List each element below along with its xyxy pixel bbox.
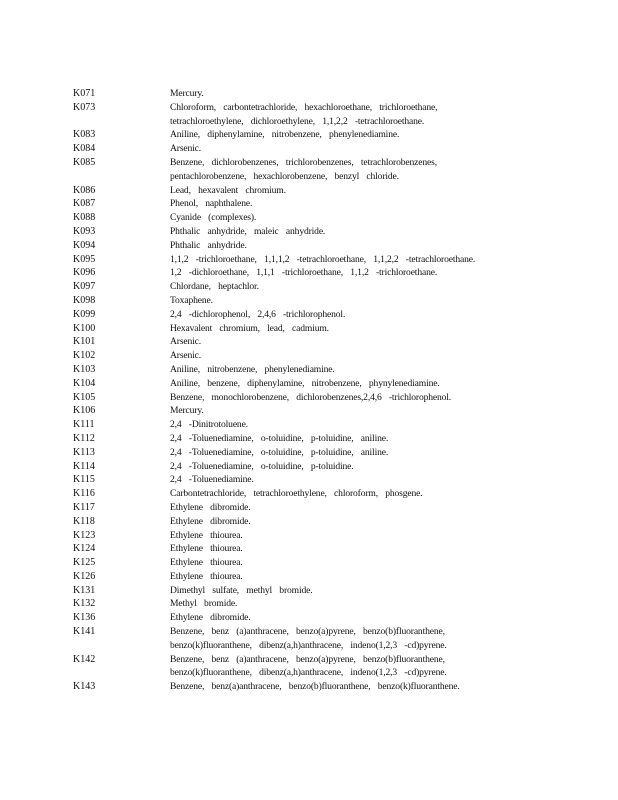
- hazardous-constituents: [170, 446, 593, 460]
- waste-code: K104: [73, 377, 96, 389]
- table-row: [73, 515, 593, 529]
- hazardous-constituents: [170, 225, 593, 239]
- hazardous-constituents: [170, 87, 593, 101]
- hazardous-constituents: [170, 611, 593, 625]
- table-row: [73, 184, 593, 198]
- hazardous-constituents: [170, 142, 593, 156]
- waste-code: K073: [73, 101, 96, 113]
- waste-code: K083: [73, 129, 96, 141]
- constituent-line: 2,4 -Dinitrotoluene.: [170, 419, 248, 431]
- table-row: [73, 501, 593, 515]
- waste-code: K097: [73, 281, 96, 293]
- table-row: [73, 625, 593, 653]
- hazardous-constituents: [170, 156, 593, 184]
- table-row: [73, 377, 593, 391]
- table-row: [73, 529, 593, 543]
- waste-code: K117: [73, 501, 95, 513]
- waste-code: K111: [73, 419, 95, 431]
- waste-code: K116: [73, 488, 95, 500]
- waste-code: K142: [73, 653, 96, 665]
- waste-code: K113: [73, 446, 95, 458]
- waste-code: K118: [73, 515, 95, 527]
- table-row: [73, 197, 593, 211]
- waste-code: K136: [73, 612, 96, 624]
- waste-code: K102: [73, 350, 96, 362]
- table-row: [73, 87, 593, 101]
- constituent-line: Mercury.: [170, 405, 204, 417]
- hazardous-constituents: [170, 349, 593, 363]
- table-row: [73, 487, 593, 501]
- hazardous-constituents: [170, 556, 593, 570]
- constituent-line: Cyanide (complexes).: [170, 212, 257, 224]
- waste-code: K106: [73, 405, 96, 417]
- constituent-line: 2,4 -Toluenediamine, o-toluidine, p-toluidine, aniline.: [170, 446, 389, 458]
- constituent-line: 2,4 -dichlorophenol, 2,4,6 -trichlorophenol.: [170, 308, 346, 320]
- hazardous-constituents: [170, 377, 593, 391]
- hazardous-constituents: [170, 501, 593, 515]
- table-row: [73, 253, 593, 267]
- waste-code: K132: [73, 598, 96, 610]
- constituent-line: Methyl bromide.: [170, 598, 238, 610]
- hazardous-constituents: [170, 570, 593, 584]
- table-row: [73, 680, 593, 694]
- hazardous-constituents: [170, 653, 593, 681]
- constituent-line: Benzene, benz(a)anthracene, benzo(b)fluoranthene, benzo(k)fluoranthene.: [170, 681, 460, 693]
- hazardous-constituents: [170, 625, 593, 653]
- waste-code: K114: [73, 460, 95, 472]
- hazardous-constituents: [170, 253, 593, 267]
- table-row: [73, 446, 593, 460]
- waste-code: K085: [73, 156, 96, 168]
- waste-code: K096: [73, 267, 96, 279]
- waste-code: K087: [73, 198, 96, 210]
- hazardous-constituents: [170, 280, 593, 294]
- constituent-line: Aniline, nitrobenzene, phenylenediamine.: [170, 363, 335, 375]
- table-row: [73, 556, 593, 570]
- waste-code: K103: [73, 363, 96, 375]
- hazardous-constituents: [170, 211, 593, 225]
- constituent-line: Ethylene thiourea.: [170, 570, 243, 582]
- hazardous-constituents: [170, 101, 593, 129]
- hazardous-constituents: [170, 335, 593, 349]
- table-row: [73, 308, 593, 322]
- waste-code: K105: [73, 391, 96, 403]
- constituent-line: Ethylene thiourea.: [170, 543, 243, 555]
- table-row: [73, 391, 593, 405]
- table-row: [73, 128, 593, 142]
- table-row: [73, 101, 593, 129]
- constituent-line: Aniline, diphenylamine, nitrobenzene, phenylenediamine.: [170, 129, 400, 141]
- waste-code: K124: [73, 543, 96, 555]
- hazardous-constituents: [170, 597, 593, 611]
- hazardous-constituents: [170, 322, 593, 336]
- constituent-line: Lead, hexavalent chromium.: [170, 184, 286, 196]
- table-row: [73, 584, 593, 598]
- constituent-line: tetrachloroethylene, dichloroethylene, 1,1,2,2 -tetrachloroethane.: [170, 115, 425, 127]
- constituent-line: Dimethyl sulfate, methyl bromide.: [170, 584, 313, 596]
- constituent-line: Ethylene dibromide.: [170, 612, 251, 624]
- hazardous-constituents: [170, 197, 593, 211]
- constituent-line: benzo(k)fluoranthene, dibenz(a,h)anthracene, indeno(1,2,3 -cd)pyrene.: [170, 667, 447, 679]
- table-row: [73, 418, 593, 432]
- constituent-line: Benzene, monochlorobenzene, dichlorobenzenes,2,4,6 -trichlorophenol.: [170, 391, 452, 403]
- constituent-line: Arsenic.: [170, 143, 202, 155]
- waste-code: K071: [73, 88, 96, 99]
- waste-code-table: [73, 87, 593, 694]
- hazardous-constituents: [170, 460, 593, 474]
- waste-code: K126: [73, 570, 96, 582]
- constituent-line: Ethylene thiourea.: [170, 557, 243, 569]
- constituent-line: Mercury.: [170, 88, 204, 99]
- table-row: [73, 294, 593, 308]
- hazardous-constituents: [170, 391, 593, 405]
- hazardous-constituents: [170, 515, 593, 529]
- hazardous-constituents: [170, 542, 593, 556]
- table-row: [73, 225, 593, 239]
- waste-code: K088: [73, 212, 96, 224]
- table-row: [73, 335, 593, 349]
- hazardous-constituents: [170, 294, 593, 308]
- table-row: [73, 542, 593, 556]
- table-row: [73, 322, 593, 336]
- waste-code: K115: [73, 474, 95, 486]
- waste-code: K143: [73, 681, 96, 693]
- hazardous-constituents: [170, 128, 593, 142]
- constituent-line: Phthalic anhydride.: [170, 239, 247, 251]
- waste-code: K101: [73, 336, 96, 348]
- table-row: [73, 156, 593, 184]
- table-row: [73, 653, 593, 681]
- constituent-line: 2,4 -Toluenediamine, o-toluidine, p-toluidine.: [170, 460, 354, 472]
- table-row: [73, 363, 593, 377]
- table-row: [73, 239, 593, 253]
- hazardous-constituents: [170, 308, 593, 322]
- hazardous-constituents: [170, 680, 593, 694]
- constituent-line: Benzene, dichlorobenzenes, trichlorobenzenes, tetrachlorobenzenes,: [170, 156, 437, 168]
- waste-code: K123: [73, 529, 96, 541]
- hazardous-constituents: [170, 529, 593, 543]
- waste-code: K099: [73, 308, 96, 320]
- constituent-line: pentachlorobenzene, hexachlorobenzene, benzyl chloride.: [170, 170, 399, 182]
- constituent-line: Ethylene dibromide.: [170, 515, 251, 527]
- constituent-line: 1,1,2 -trichloroethane, 1,1,1,2 -tetrachloroethane, 1,1,2,2 -tetrachloroethane.: [170, 253, 476, 265]
- hazardous-constituents: [170, 363, 593, 377]
- waste-code: K125: [73, 557, 96, 569]
- waste-code: K093: [73, 225, 96, 237]
- constituent-line: Phenol, naphthalene.: [170, 198, 253, 210]
- constituent-line: 2,4 -Toluenediamine, o-toluidine, p-toluidine, aniline.: [170, 432, 389, 444]
- hazardous-constituents: [170, 432, 593, 446]
- constituent-line: Phthalic anhydride, maleic anhydride.: [170, 225, 326, 237]
- constituent-line: Benzene, benz (a)anthracene, benzo(a)pyrene, benzo(b)fluoranthene,: [170, 626, 445, 638]
- table-row: [73, 142, 593, 156]
- table-row: [73, 611, 593, 625]
- hazardous-constituents: [170, 404, 593, 418]
- hazardous-constituents: [170, 239, 593, 253]
- hazardous-constituents: [170, 584, 593, 598]
- constituent-line: benzo(k)fluoranthene, dibenz(a,h)anthracene, indeno(1,2,3 -cd)pyrene.: [170, 639, 447, 651]
- table-row: [73, 473, 593, 487]
- table-row: [73, 211, 593, 225]
- waste-code: K112: [73, 432, 95, 444]
- constituent-line: Benzene, benz (a)anthracene, benzo(a)pyrene, benzo(b)fluoranthene,: [170, 653, 445, 665]
- waste-code: K094: [73, 239, 96, 251]
- table-row: [73, 432, 593, 446]
- constituent-line: Ethylene dibromide.: [170, 501, 251, 513]
- constituent-line: Carbontetrachloride, tetrachloroethylene, chloroform, phosgene.: [170, 488, 423, 500]
- constituent-line: 1,2 -dichloroethane, 1,1,1 -trichloroethane, 1,1,2 -trichloroethane.: [170, 267, 438, 279]
- table-row: [73, 597, 593, 611]
- table-row: [73, 404, 593, 418]
- hazardous-constituents: [170, 487, 593, 501]
- hazardous-constituents: [170, 473, 593, 487]
- waste-code: K098: [73, 294, 96, 306]
- waste-code: K084: [73, 143, 96, 155]
- hazardous-constituents: [170, 266, 593, 280]
- table-row: [73, 570, 593, 584]
- waste-code: K086: [73, 184, 96, 196]
- waste-code: K141: [73, 626, 96, 638]
- constituent-line: Arsenic.: [170, 336, 202, 348]
- table-row: [73, 266, 593, 280]
- table-row: [73, 280, 593, 294]
- constituent-line: Aniline, benzene, diphenylamine, nitrobenzene, phynylenediamine.: [170, 377, 440, 389]
- constituent-line: Chlordane, heptachlor.: [170, 281, 259, 293]
- waste-code: K095: [73, 253, 96, 265]
- table-row: [73, 349, 593, 363]
- constituent-line: Chloroform, carbontetrachloride, hexachloroethane, trichloroethane,: [170, 101, 438, 113]
- constituent-line: 2,4 -Toluenediamine.: [170, 474, 254, 486]
- constituent-line: Hexavalent chromium, lead, cadmium.: [170, 322, 329, 334]
- waste-code: K131: [73, 584, 96, 596]
- table-row: [73, 460, 593, 474]
- constituent-line: Toxaphene.: [170, 294, 213, 306]
- constituent-line: Arsenic.: [170, 350, 202, 362]
- hazardous-constituents: [170, 418, 593, 432]
- constituent-line: Ethylene thiourea.: [170, 529, 243, 541]
- hazardous-constituents: [170, 184, 593, 198]
- waste-code: K100: [73, 322, 96, 334]
